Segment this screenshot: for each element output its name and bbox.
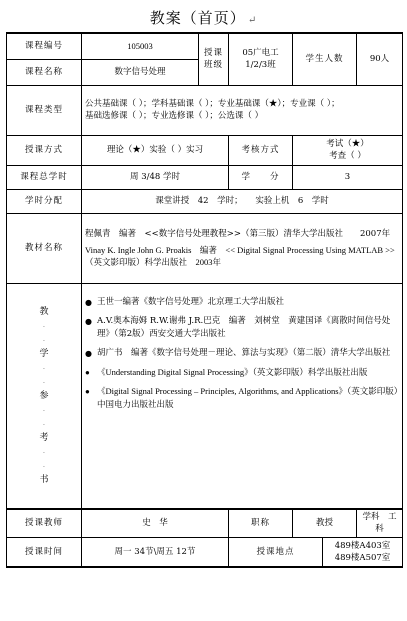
textbook-line2: Vinay K. Ingle John G. Proakis 编著 << Digital Signal Processing Using MATLAB >>（英文影印版）科学出版社 2003年 bbox=[85, 245, 395, 267]
row-hours bbox=[7, 165, 403, 189]
course-type-line1: 公共基础课（ ）；学科基础课（ ）；专业基础课（★）；专业课（ ）； bbox=[85, 99, 340, 109]
course-type-line2: 基础选修课（ ）；专业选修课（ ）；公选课（ ） bbox=[85, 111, 264, 121]
time-label: 授课时间 bbox=[7, 537, 82, 567]
list-item: ● A.V.奥本海姆 R.W.谢弗 J.R.巴克 编著 刘树堂 黄建国译《离散时间信号处理》（第2版）西安交通大学出版社 bbox=[85, 315, 399, 341]
references-label-char: 书 bbox=[39, 474, 49, 485]
references-list bbox=[85, 296, 399, 411]
teacher-value: 史 华 bbox=[82, 509, 229, 537]
course-name-value: 数字信号处理 bbox=[82, 59, 199, 85]
row-course-type bbox=[7, 85, 403, 135]
list-item: ● 王世一编著《数字信号处理》北京理工大学出版社 bbox=[85, 296, 399, 309]
class-label: 授课班级 bbox=[199, 33, 229, 85]
textbook-line1: 程佩青 编著 <<数字信号处理教程>>（第三版）清华大学出版社 2007年 bbox=[85, 229, 391, 239]
references-label-char: 教 bbox=[39, 306, 49, 317]
place-line2: 489楼A507室 bbox=[334, 552, 391, 563]
teach-mode-value: 理论（★）实验（ ）实习 bbox=[82, 135, 229, 165]
row-course-code bbox=[7, 33, 403, 59]
course-code-value: 105003 bbox=[82, 33, 199, 59]
dept-value: 工科 bbox=[375, 512, 397, 535]
list-item: ● 《Digital Signal Processing – Principles, Algorithms, and Applications》（英文影印版）中国电力出版社出版 bbox=[85, 385, 399, 411]
hours-value: 周 3/48 学时 bbox=[82, 165, 229, 189]
hours-split-label: 学时分配 bbox=[7, 189, 82, 213]
textbook-value bbox=[82, 213, 403, 283]
course-type-value bbox=[82, 85, 403, 135]
page-title: 教案（首页） ↵ bbox=[149, 9, 258, 27]
list-item: ● 《Understanding Digital Signal Processing》（英文影印版）科学出版社出版 bbox=[85, 366, 399, 379]
place-line1: 489楼A403室 bbox=[334, 540, 391, 551]
teach-mode-label: 授课方式 bbox=[7, 135, 82, 165]
row-time-place bbox=[7, 537, 403, 567]
exam-label: 考核方式 bbox=[229, 135, 293, 165]
exam-line1: 考试（★） bbox=[326, 139, 369, 149]
rank-value: 教授 bbox=[293, 509, 357, 537]
exam-value bbox=[293, 135, 403, 165]
references-label: 教 . . 学 . . 参 . . 考 . . 书 bbox=[7, 283, 82, 509]
credit-label: 学 分 bbox=[229, 165, 293, 189]
row-teach-mode bbox=[7, 135, 403, 165]
students-label: 学生人数 bbox=[293, 33, 357, 85]
class-value: 05广电工1/2/3班 bbox=[229, 33, 293, 85]
row-teacher bbox=[7, 509, 403, 537]
row-textbook bbox=[7, 213, 403, 283]
hours-split-value: 课堂讲授 42 学时； 实验上机 6 学时 bbox=[82, 189, 403, 213]
credit-value: 3 bbox=[293, 165, 403, 189]
references-label-char: 学 bbox=[39, 348, 49, 359]
teacher-label: 授课教师 bbox=[7, 509, 82, 537]
hours-label: 课程总学时 bbox=[7, 165, 82, 189]
list-item: ● 胡广书 编著《数字信号处理－理论、算法与实现》（第二版）清华大学出版社 bbox=[85, 347, 399, 360]
references-label-char: 参 bbox=[39, 390, 49, 401]
row-hours-split bbox=[7, 189, 403, 213]
course-code-label: 课程编号 bbox=[7, 33, 82, 59]
references-value bbox=[82, 283, 403, 509]
students-value: 90人 bbox=[357, 33, 403, 85]
place-value bbox=[323, 537, 403, 567]
paragraph-mark-icon: ↵ bbox=[247, 15, 258, 26]
textbook-label: 教材名称 bbox=[7, 213, 82, 283]
rank-label: 职称 bbox=[229, 509, 293, 537]
place-label: 授课地点 bbox=[229, 537, 323, 567]
dept-label: 学科 bbox=[362, 512, 380, 523]
course-type-label: 课程类型 bbox=[7, 85, 82, 135]
course-info-table bbox=[6, 32, 403, 568]
references-label-char: 考 bbox=[39, 432, 49, 443]
exam-line2: 考查（ ） bbox=[329, 151, 366, 161]
row-references bbox=[7, 283, 403, 509]
time-value: 周一 34节\周五 12节 bbox=[82, 537, 229, 567]
course-name-label: 课程名称 bbox=[7, 59, 82, 85]
dept-cell bbox=[357, 509, 403, 537]
